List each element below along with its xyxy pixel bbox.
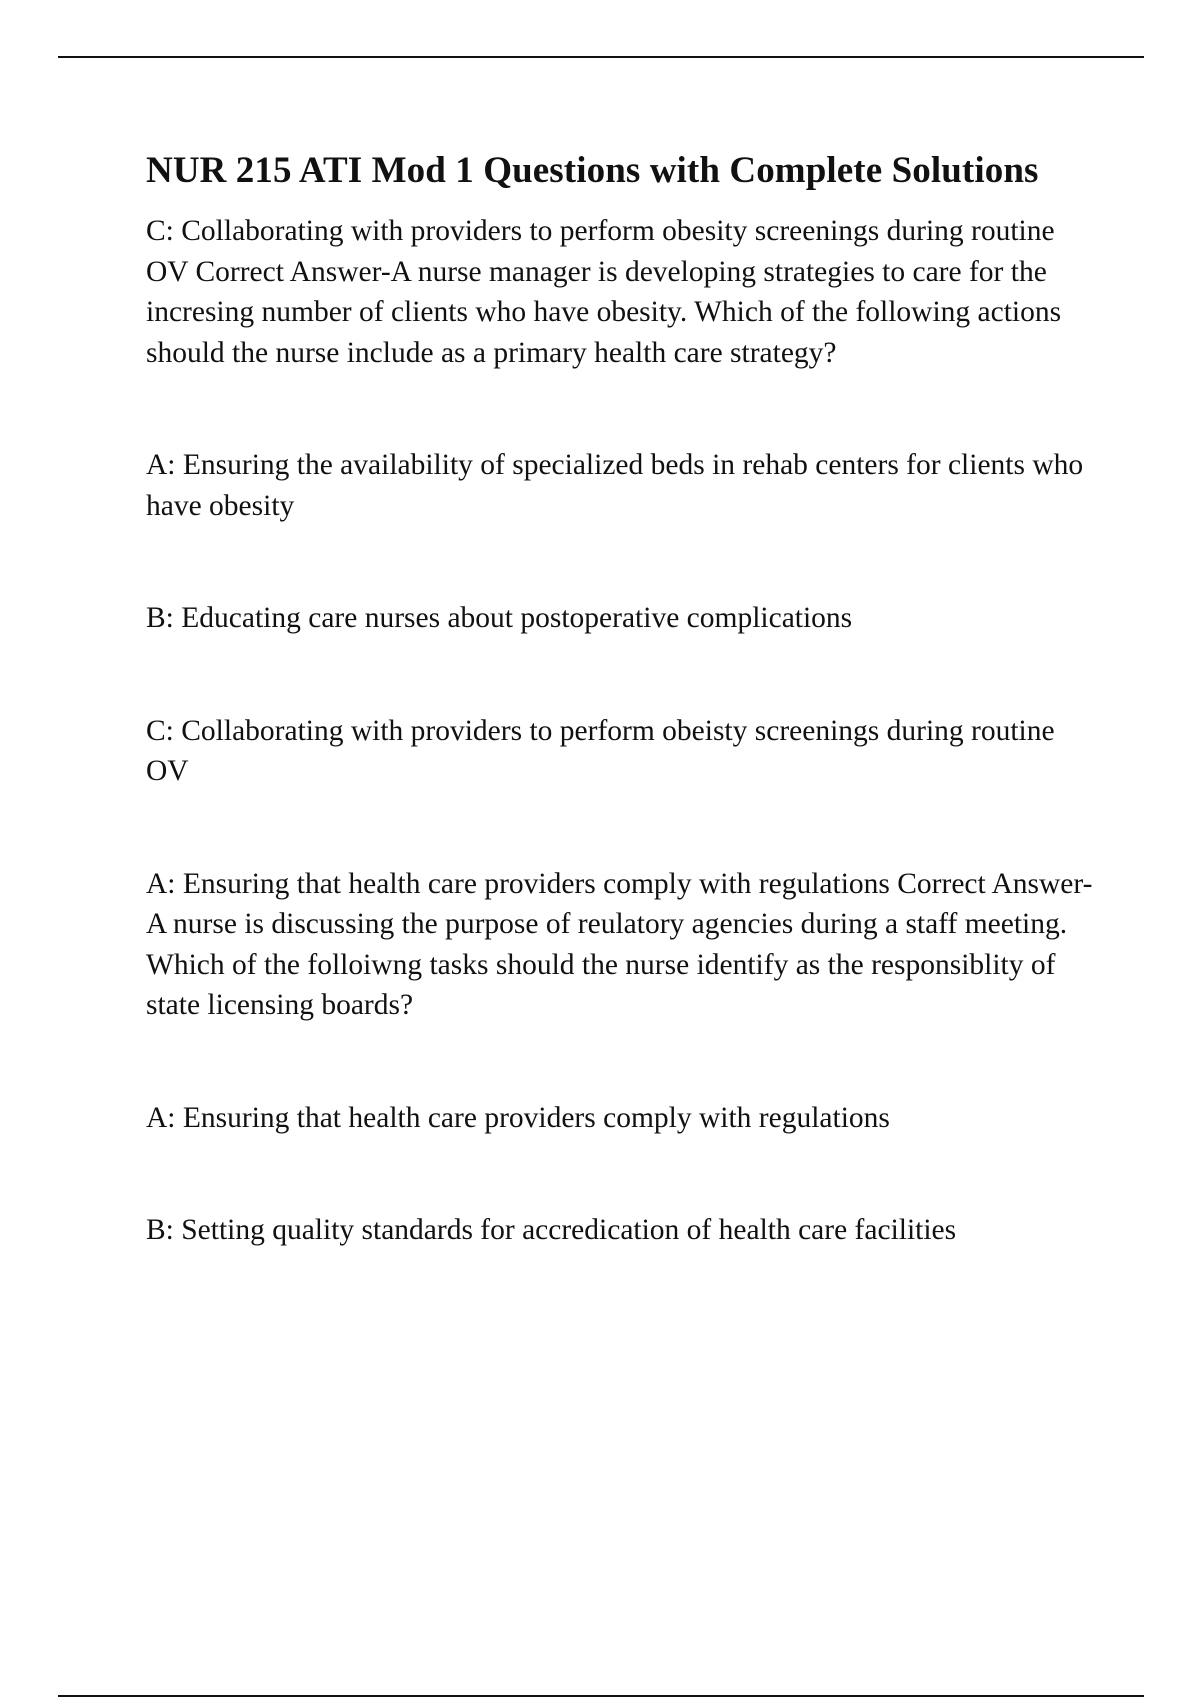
- paragraph: A: Ensuring that health care providers comply with regulations: [146, 1101, 890, 1134]
- document-body: [146, 146, 1096, 1251]
- top-divider: [58, 56, 1144, 58]
- paragraph: A: Ensuring that health care providers comply with regulations Correct Answer-A nurse is discussing the purpose of reulatory agencies during a staff meeting. Which of the folloiwng tasks should the nurse identify as the responsiblity of state licensing boards?: [146, 867, 1093, 1021]
- document-title: NUR 215 ATI Mod 1 Questions with Complete Solutions: [146, 150, 1039, 191]
- paragraph: B: Setting quality standards for accredication of health care facilities: [146, 1214, 957, 1246]
- paragraph: B: Educating care nurses about postoperative complications: [146, 602, 853, 634]
- paragraph: C: Collaborating with providers to perform obesity screenings during routine OV Correct Answer-A nurse manager is developing strategies to care for the incresing number of clients who have obesity. Which of the following actions should the nurse include as a primary health care strategy?: [146, 215, 1062, 369]
- paragraph: A: Ensuring the availability of specialized beds in rehab centers for clients who have obesity: [146, 449, 1084, 522]
- bottom-divider: [58, 1695, 1144, 1697]
- paragraph: C: Collaborating with providers to perform obeisty screenings during routine OV: [146, 714, 1055, 787]
